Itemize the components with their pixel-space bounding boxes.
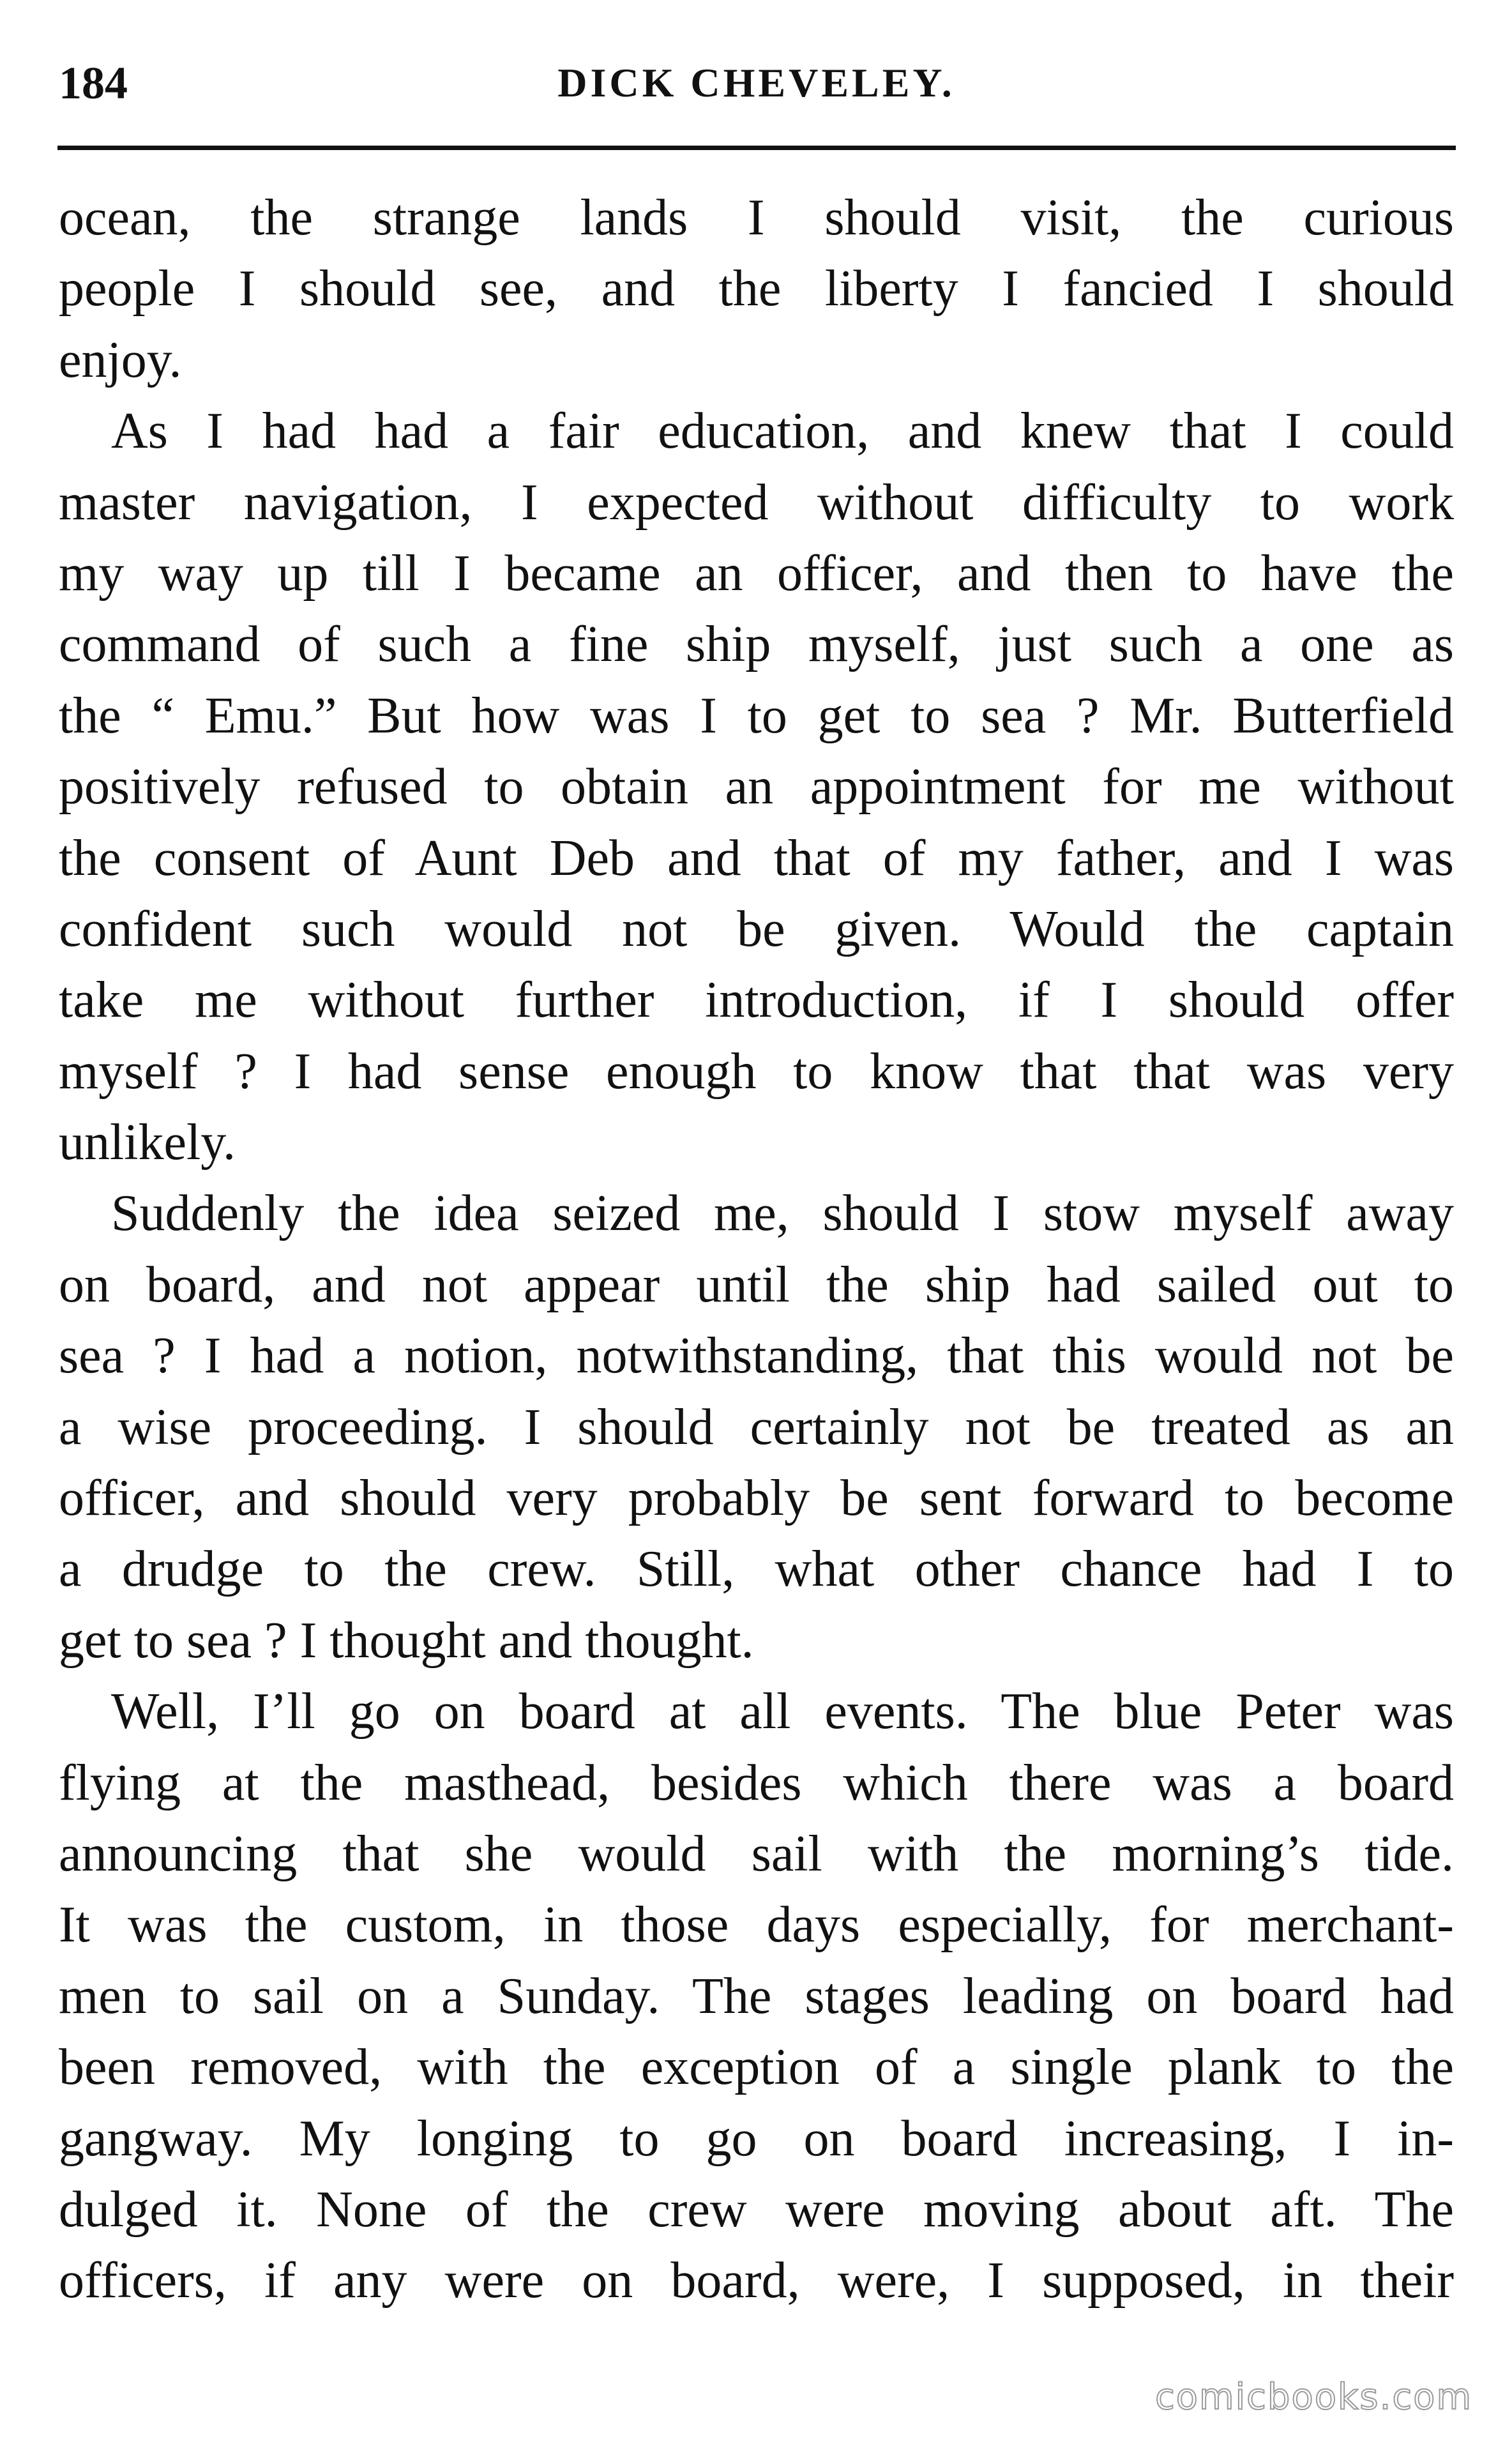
text-line: myself ? I had sense enough to know that that was very <box>59 1043 1454 1100</box>
text-line: the “ Emu.” But how was I to get to sea ? Mr. Butterfield <box>59 687 1454 744</box>
text-line: people I should see, and the liberty I fancied I should <box>59 261 1454 317</box>
text-line: officers, if any were on board, were, I supposed, in their <box>59 2252 1454 2309</box>
page-header <box>59 51 1454 115</box>
watermark: comicbooks.com <box>1154 2376 1472 2418</box>
text-line: command of such a fine ship myself, just such a one as <box>59 616 1454 673</box>
text-line: sea ? I had a notion, notwithstanding, that this would not be <box>59 1328 1454 1385</box>
page-number: 184 <box>59 57 128 109</box>
text-line: Well, I’ll go on board at all events. The blue Peter was <box>111 1683 1454 1740</box>
text-line: on board, and not appear until the ship had sailed out to <box>59 1256 1454 1313</box>
body-text <box>59 183 1454 2317</box>
text-line: officer, and should very probably be sent forward to become <box>59 1470 1454 1527</box>
text-line: ocean, the strange lands I should visit, the curious <box>59 190 1454 246</box>
text-line: a wise proceeding. I should certainly not be treated as an <box>59 1399 1454 1455</box>
text-line: Suddenly the idea seized me, should I stow myself away <box>111 1185 1454 1242</box>
text-line: gangway. My longing to go on board increasing, I in- <box>59 2110 1454 2167</box>
text-line: flying at the masthead, besides which there was a board <box>59 1754 1454 1811</box>
text-line: master navigation, I expected without difficulty to work <box>59 474 1454 531</box>
text-line: positively refused to obtain an appointment for me without <box>59 759 1454 816</box>
text-line: unlikely. <box>59 1114 236 1171</box>
text-line: my way up till I became an officer, and then to have the <box>59 545 1454 602</box>
text-line: enjoy. <box>59 331 182 388</box>
text-line: announcing that she would sail with the morning’s tide. <box>59 1825 1454 1882</box>
text-line: get to sea ? I thought and thought. <box>59 1612 754 1669</box>
text-line: confident such would not be given. Would the captain <box>59 900 1454 957</box>
text-line: dulged it. None of the crew were moving about aft. The <box>59 2181 1454 2238</box>
running-title: DICK CHEVELEY. <box>557 60 955 105</box>
header-rule <box>57 146 1456 150</box>
text-line: the consent of Aunt Deb and that of my father, and I was <box>59 830 1454 886</box>
text-line: As I had had a fair education, and knew that I could <box>111 403 1454 460</box>
text-line: been removed, with the exception of a single plank to the <box>59 2039 1454 2096</box>
text-line: It was the custom, in those days especially, for merchant- <box>59 1897 1454 1954</box>
text-line: take me without further introduction, if I should offer <box>59 972 1454 1029</box>
text-line: a drudge to the crew. Still, what other chance had I to <box>59 1541 1454 1598</box>
text-line: men to sail on a Sunday. The stages leading on board had <box>59 1968 1454 2024</box>
